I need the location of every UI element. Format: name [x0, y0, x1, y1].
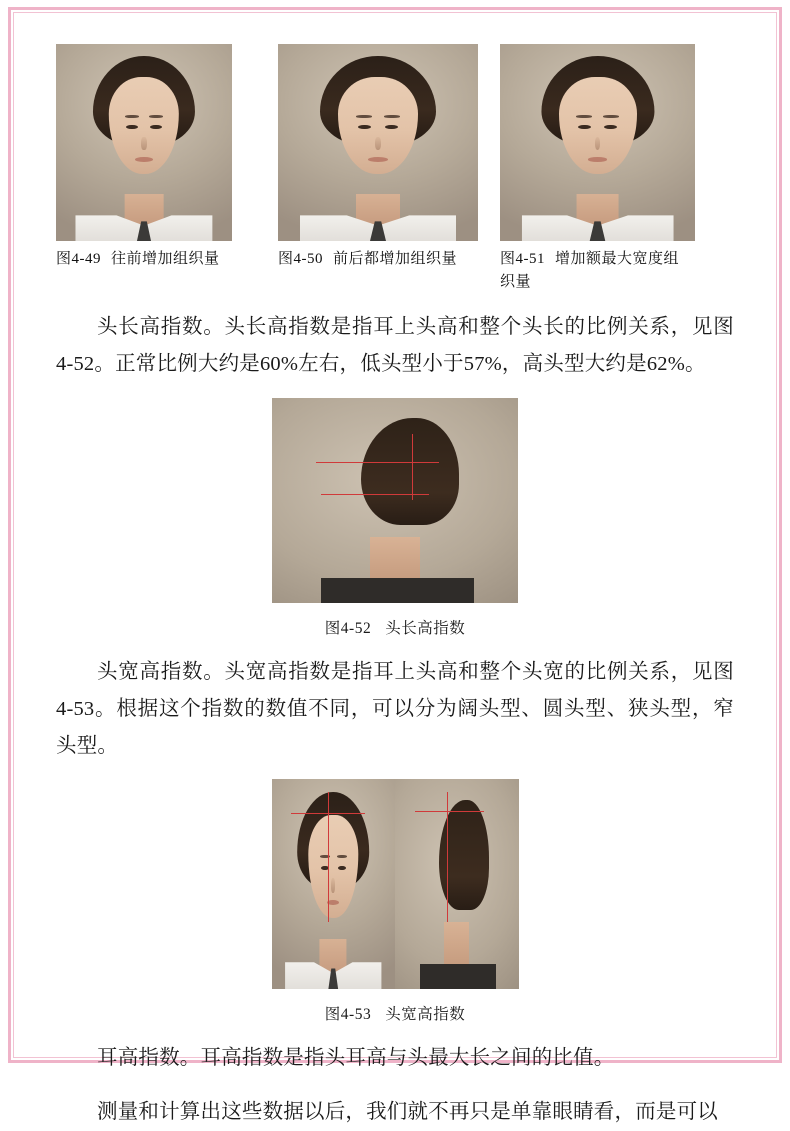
figure-453-image: [272, 779, 519, 989]
figure-450-number: 图4-50: [278, 251, 323, 267]
paragraph-ear-height-index: 耳高指数。耳高指数是指头耳高与头最大长之间的比值。: [97, 1047, 615, 1070]
figure-450-image: [278, 44, 478, 241]
figure-449-caption: [56, 248, 246, 271]
figure-450: [278, 44, 468, 271]
figure-449: [56, 44, 246, 271]
figure-452: [56, 398, 734, 638]
paragraph-head-width-height-index: 头宽高指数。头宽高指数是指耳上头高和整个头宽的比例关系，见图4-53。根据这个指数的数值不同，可以分为阔头型、圆头型、狭头型，窄头型。: [56, 660, 734, 758]
measurement-line-horizontal-right: [415, 811, 484, 812]
figure-453-caption: [56, 1002, 734, 1024]
figure-452-title: 头长高指数: [385, 619, 466, 637]
figure-451-number: 图4-51: [500, 251, 545, 267]
figure-449-number: 图4-49: [56, 251, 101, 267]
figure-449-title: 往前增加组织量: [111, 251, 220, 267]
figure-452-number: 图4-52: [324, 619, 372, 637]
measurement-line-horizontal: [316, 462, 439, 463]
figure-452-image: [272, 398, 518, 603]
paragraph-measurement-conclusion: 测量和计算出这些数据以后，我们就不再只是单靠眼睛看，而是可以: [97, 1100, 718, 1123]
measurement-line-vertical-left: [328, 792, 329, 922]
figure-453-number: 图4-53: [324, 1006, 372, 1024]
figure-453: [56, 779, 734, 1024]
figure-451-caption: [500, 248, 690, 293]
page-content: [56, 30, 734, 1123]
figure-449-image: [56, 44, 232, 241]
figure-451: [500, 44, 690, 293]
figure-452-caption: [56, 616, 734, 638]
figure-451-title: 增加额最大宽度组织量: [500, 251, 680, 290]
measurement-line-vertical: [412, 434, 413, 500]
figure-450-caption: [278, 248, 468, 271]
paragraph-head-length-height-index: 头长高指数。头长高指数是指耳上头高和整个头长的比例关系，见图4-52。正常比例大约是60%左右，低头型小于57%，高头型大约是62%。: [56, 316, 734, 376]
figure-row-449-451: [56, 44, 734, 293]
figure-453-title: 头宽高指数: [385, 1006, 466, 1024]
measurement-line-horizontal-left: [291, 813, 365, 814]
figure-450-title: 前后都增加组织量: [333, 251, 458, 267]
figure-451-image: [500, 44, 695, 241]
